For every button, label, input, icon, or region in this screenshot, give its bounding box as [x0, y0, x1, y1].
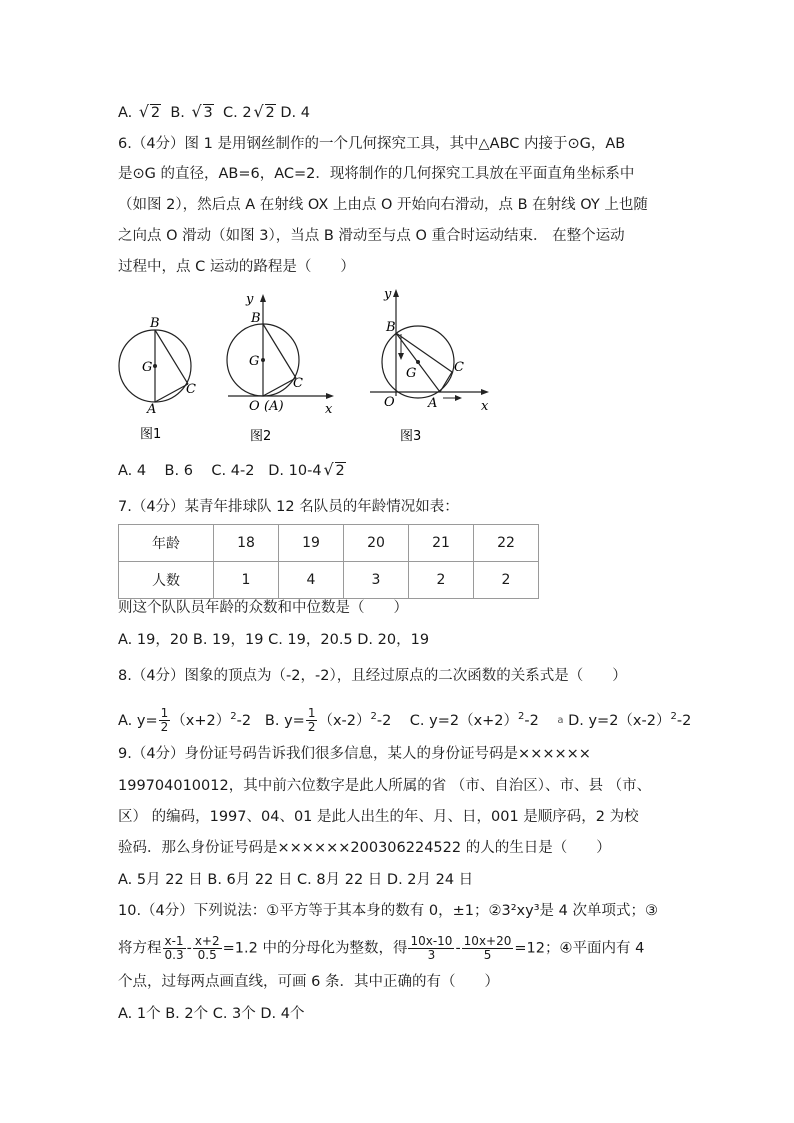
q10-text-b: =1.2 中的分母化为整数，得	[222, 940, 408, 957]
table-cell: 21	[409, 525, 474, 562]
q8-stem: 8.（4分）图象的顶点为（-2，-2），且经过原点的二次函数的关系式是（ ）	[118, 668, 627, 684]
q9-stem-line2: 199704010012，其中前六位数字是此人所属的省 （市、自治区）、市、县 （市、	[118, 778, 652, 794]
q5-option-d-value: 4	[300, 105, 311, 121]
q8-options	[118, 706, 691, 734]
q6-options	[118, 460, 346, 482]
fig1-label-a: A	[147, 402, 157, 417]
fraction-denominator: 3	[427, 948, 436, 962]
fig3-label-x: x	[481, 399, 489, 414]
fig2-label-b: B	[251, 311, 261, 326]
q8-option-a-tail: -2	[236, 712, 252, 729]
fig2-label-a: (A)	[264, 399, 284, 414]
fig2-label-o: O	[249, 399, 260, 414]
q10-text-a: 将方程	[118, 940, 162, 957]
q10-text-c: =12；④平面内有 4	[514, 940, 645, 957]
fig3-caption: 图3	[400, 429, 422, 444]
fraction-denominator: 2	[307, 720, 316, 735]
fraction-numerator: x+2	[194, 934, 220, 948]
q7-question: 则这个队队员年龄的众数和中位数是（ ）	[118, 600, 408, 616]
fig1-caption: 图1	[140, 427, 162, 442]
figure-2	[227, 292, 334, 444]
sqrt-symbol	[254, 102, 276, 124]
table-row	[119, 525, 539, 562]
q8-option-d-tail: -2	[676, 712, 692, 729]
table-cell: 19	[279, 525, 344, 562]
table-cell: 2	[474, 562, 539, 599]
fig1-chord-ac	[155, 384, 188, 402]
sqrt-symbol	[324, 460, 346, 482]
fig3-label-y: y	[384, 287, 392, 302]
fig3-y-arrow	[393, 289, 399, 297]
q6-option-a: A. 4	[118, 463, 147, 479]
fig2-label-c: C	[293, 376, 303, 391]
fig2-caption: 图2	[250, 429, 272, 444]
fig3-label-g: G	[406, 366, 417, 381]
figure-3	[370, 287, 489, 444]
age-table	[118, 524, 539, 599]
q6-stem-line5: 过程中，点 C 运动的路程是（ ）	[118, 259, 355, 275]
fig3-label-b: B	[386, 320, 396, 335]
q8-option-c-body: C. y=2（x+2）	[409, 712, 519, 729]
fraction-numerator: x-1	[164, 934, 184, 948]
fig2-center-dot	[261, 358, 265, 362]
q5-option-a-radicand: 2	[150, 105, 161, 121]
q7-stem: 7.（4分）某青年排球队 12 名队员的年龄情况如表：	[118, 499, 459, 515]
q9-options: A. 5月 22 日 B. 6月 22 日 C. 8月 22 日 D. 2月 24 日	[118, 872, 474, 888]
q5-option-c-radicand: 2	[265, 105, 275, 121]
fig3-x-arrow	[481, 389, 489, 395]
q6-option-c: C. 4-2	[211, 463, 255, 479]
q5-option-d-label: D.	[280, 105, 297, 121]
table-cell: 20	[344, 525, 409, 562]
q8-option-c-tail: -2	[524, 712, 539, 729]
q8-option-a-body: （x+2）	[171, 712, 231, 729]
fig2-x-arrow	[326, 393, 334, 399]
fig1-label-c: C	[186, 382, 196, 397]
fig2-label-y: y	[246, 292, 254, 307]
fraction-denominator: 0.3	[164, 948, 184, 962]
fig3-chord-ac	[440, 372, 452, 392]
fraction-denominator: 5	[483, 948, 492, 962]
fig3-center-dot	[416, 360, 420, 364]
fig3-label-o: O	[384, 395, 395, 410]
fig1-label-g: G	[142, 360, 153, 375]
q8-option-a-label: A. y=	[118, 712, 158, 729]
fig2-chord-bc	[263, 324, 296, 378]
q5-option-b-radicand: 3	[203, 105, 213, 121]
exponent: 2	[518, 711, 525, 722]
q5-option-b-label: B.	[170, 105, 185, 121]
q8-option-d-body: D. y=2（x-2）	[568, 712, 671, 729]
fig2-y-arrow	[260, 294, 266, 302]
table-header-cell: 人数	[119, 562, 214, 599]
fraction-numerator: 1	[307, 706, 316, 721]
q6-stem-line1: 6.（4分）图 1 是用钢丝制作的一个几何探究工具，其中△ABC 内接于⊙G，AB	[118, 136, 626, 152]
q9-stem-line4: 验码．那么身份证号码是××××××200306224522 的人的生日是（ ）	[118, 840, 611, 856]
q8-option-b-body: （x-2）	[318, 712, 371, 729]
sqrt-symbol	[192, 102, 214, 124]
q7-options: A. 19，20 B. 19，19 C. 19，20.5 D. 20，19	[118, 632, 430, 648]
fig2-label-g: G	[249, 354, 260, 369]
exponent: 2	[230, 711, 237, 722]
q6-option-d: D. 10-4	[268, 463, 322, 479]
fig3-chord-bc	[396, 333, 452, 372]
table-cell: 1	[214, 562, 279, 599]
table-cell: 18	[214, 525, 279, 562]
q8-option-b-tail: -2	[376, 712, 392, 729]
fig2-chord-ac	[263, 378, 296, 396]
fig1-center-dot	[153, 364, 157, 368]
q9-stem-line1: 9.（4分）身份证号码告诉我们很多信息，某人的身份证号码是××××××	[118, 746, 591, 762]
figure-1	[119, 316, 196, 442]
fraction	[408, 935, 454, 962]
exponent: 2	[370, 711, 377, 722]
q6-stem-line3: （如图 2），然后点 A 在射线 OX 上由点 O 开始向右滑动，点 B 在射线 OY 上也随	[118, 197, 648, 213]
q6-option-b: B. 6	[164, 463, 193, 479]
fraction-numerator: 1	[160, 706, 169, 721]
q10-options: A. 1个 B. 2个 C. 3个 D. 4个	[118, 1006, 305, 1022]
q10-stem-line3: 个点，过每两点画直线，可画 6 条．其中正确的有（ ）	[118, 974, 499, 990]
q8-option-b-label: B. y=	[264, 712, 305, 729]
fraction	[306, 707, 318, 734]
sqrt-symbol	[139, 102, 161, 124]
minus-sign: -	[186, 940, 192, 957]
table-cell: 4	[279, 562, 344, 599]
fraction-denominator: 0.5	[197, 948, 217, 962]
fig3-label-c: C	[454, 360, 464, 375]
fig1-chord-bc	[155, 330, 188, 384]
q6-figures	[100, 285, 520, 447]
q6-option-d-radicand: 2	[335, 463, 345, 479]
fraction	[159, 707, 171, 734]
q5-options	[118, 102, 310, 124]
fraction-denominator: 2	[160, 720, 169, 735]
fraction	[193, 935, 222, 962]
fig2-label-x: x	[325, 402, 333, 417]
table-row	[119, 562, 539, 599]
fraction-numerator: 10x+20	[463, 934, 512, 948]
q6-stem-line2: 是⊙G 的直径，AB=6，AC=2．现将制作的几何探究工具放在平面直角坐标系中	[118, 166, 635, 182]
minus-sign: -	[455, 940, 461, 957]
q10-stem-line1: 10.（4分）下列说法：①平方等于其本身的数有 0，±1；②3²xy³是 4 次单项式；③	[118, 903, 658, 919]
fraction-numerator: 10x-10	[410, 934, 453, 948]
exponent: 2	[670, 711, 677, 722]
q5-option-c-coef: 2	[242, 105, 252, 121]
fraction	[163, 935, 186, 962]
q5-option-c-label: C.	[222, 105, 238, 121]
table-cell: 2	[409, 562, 474, 599]
table-cell: 22	[474, 525, 539, 562]
fig3-motion-arrowhead-down	[398, 353, 404, 360]
stray-mark: a	[557, 714, 564, 726]
q6-stem-line4: 之向点 O 滑动（如图 3），当点 B 滑动至与点 O 重合时运动结束． 在整个运动	[118, 228, 625, 244]
fig3-label-a: A	[428, 396, 438, 411]
fig3-motion-arrowhead-right	[455, 395, 462, 401]
table-header-cell: 年龄	[119, 525, 214, 562]
q5-option-a-label: A.	[118, 105, 133, 121]
q10-stem-line2	[118, 935, 644, 962]
q9-stem-line3: 区） 的编码，1997、04、01 是此人出生的年、月、日，001 是顺序码，2 为校	[118, 809, 639, 825]
fig1-label-b: B	[150, 316, 160, 331]
table-cell: 3	[344, 562, 409, 599]
fraction	[462, 935, 514, 962]
